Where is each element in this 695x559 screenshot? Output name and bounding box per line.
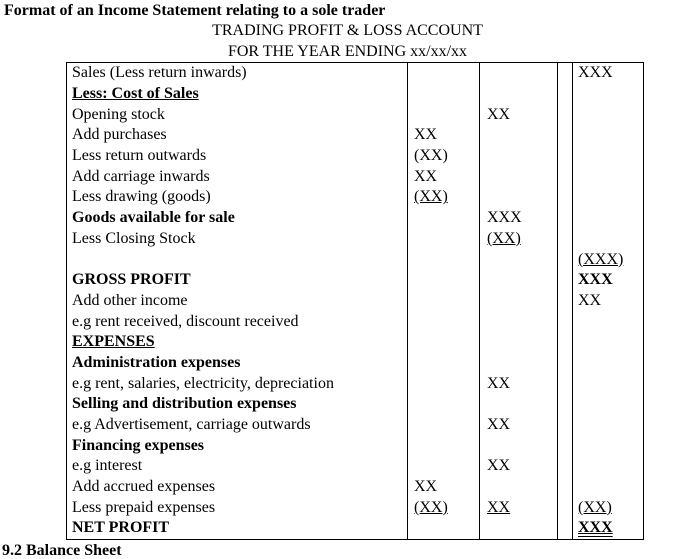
col2-value: [480, 394, 558, 415]
row-label: NET PROFIT: [67, 518, 408, 539]
row-label: Sales (Less return inwards): [67, 63, 408, 84]
gap-cell: [558, 394, 573, 415]
col1-value: [408, 63, 480, 84]
table-row: [67, 311, 644, 332]
gap-cell: [558, 208, 573, 229]
col2-value: [480, 63, 558, 84]
col1-value: [408, 353, 480, 374]
col2-value: [480, 84, 558, 105]
col1-value: [408, 311, 480, 332]
col2-value: [480, 249, 558, 270]
col3-value: [573, 125, 644, 146]
col2-value: [480, 353, 558, 374]
col2-value: XX: [480, 497, 558, 518]
row-label: Goods available for sale: [67, 208, 408, 229]
gap-cell: [558, 477, 573, 498]
row-label: Less Closing Stock: [67, 229, 408, 250]
col2-value: XX: [480, 373, 558, 394]
col2-value: [480, 332, 558, 353]
row-label: [67, 249, 408, 270]
col1-value: [408, 270, 480, 291]
gap-cell: [558, 518, 573, 539]
table-row: [67, 332, 644, 353]
col1-value: [408, 208, 480, 229]
col3-value: [573, 456, 644, 477]
row-label: Less prepaid expenses: [67, 497, 408, 518]
col3-value: XXX: [573, 270, 644, 291]
col2-value: (XX): [480, 229, 558, 250]
col1-value: [408, 518, 480, 539]
row-label: Selling and distribution expenses: [67, 394, 408, 415]
table-row: [67, 394, 644, 415]
gap-cell: [558, 270, 573, 291]
col1-value: [408, 249, 480, 270]
gap-cell: [558, 373, 573, 394]
col3-value: [573, 477, 644, 498]
col1-value: (XX): [408, 146, 480, 167]
col3-value: [573, 394, 644, 415]
col2-value: [480, 166, 558, 187]
gap-cell: [558, 497, 573, 518]
table-row: [67, 373, 644, 394]
table-row: [67, 63, 644, 84]
col2-value: [480, 125, 558, 146]
row-label: EXPENSES: [67, 332, 408, 353]
row-label: e.g rent received, discount received: [67, 311, 408, 332]
table-row: [67, 291, 644, 312]
gap-cell: [558, 146, 573, 167]
col1-value: [408, 456, 480, 477]
gap-cell: [558, 125, 573, 146]
income-statement-table: [66, 62, 644, 540]
gap-cell: [558, 229, 573, 250]
row-label: Add other income: [67, 291, 408, 312]
col2-value: XX: [480, 104, 558, 125]
col2-value: [480, 311, 558, 332]
col2-value: XX: [480, 456, 558, 477]
statement-period: FOR THE YEAR ENDING xx/xx/xx: [227, 43, 468, 60]
gap-cell: [558, 415, 573, 436]
col2-value: [480, 187, 558, 208]
col1-value: [408, 229, 480, 250]
col1-value: [408, 394, 480, 415]
table-row: [67, 456, 644, 477]
row-label: Less return outwards: [67, 146, 408, 167]
next-section-heading: 9.2 Balance Sheet: [2, 542, 122, 559]
col3-value: [573, 415, 644, 436]
table-row: [67, 270, 644, 291]
table-row: [67, 146, 644, 167]
col2-value: [480, 435, 558, 456]
gap-cell: [558, 63, 573, 84]
col3-value: [573, 166, 644, 187]
table-row: [67, 518, 644, 539]
col1-value: [408, 373, 480, 394]
col1-value: XX: [408, 125, 480, 146]
col3-value: [573, 208, 644, 229]
gap-cell: [558, 249, 573, 270]
col2-value: [480, 146, 558, 167]
col3-value: XX: [573, 291, 644, 312]
col1-value: [408, 415, 480, 436]
table-row: [67, 415, 644, 436]
row-label: Add purchases: [67, 125, 408, 146]
col3-value: XXX: [573, 63, 644, 84]
gap-cell: [558, 435, 573, 456]
row-label: Less drawing (goods): [67, 187, 408, 208]
col1-value: XX: [408, 477, 480, 498]
row-label: GROSS PROFIT: [67, 270, 408, 291]
table-row: [67, 477, 644, 498]
col3-value: (XXX): [573, 249, 644, 270]
table-row: [67, 187, 644, 208]
col3-value: [573, 187, 644, 208]
gap-cell: [558, 104, 573, 125]
col1-value: [408, 84, 480, 105]
table-row: [67, 435, 644, 456]
row-label: Administration expenses: [67, 353, 408, 374]
col3-value: [573, 373, 644, 394]
col2-value: XXX: [480, 208, 558, 229]
document-heading: Format of an Income Statement relating to a sole trader: [4, 2, 386, 19]
gap-cell: [558, 187, 573, 208]
col2-value: XX: [480, 415, 558, 436]
table-row: [67, 84, 644, 105]
col3-value: (XX): [573, 497, 644, 518]
row-label: e.g interest: [67, 456, 408, 477]
col3-value: [573, 84, 644, 105]
table-row: [67, 125, 644, 146]
statement-title: TRADING PROFIT & LOSS ACCOUNT: [212, 22, 483, 39]
col1-value: [408, 291, 480, 312]
col3-value: XXX: [573, 518, 644, 539]
col1-value: (XX): [408, 497, 480, 518]
table-row: [67, 353, 644, 374]
row-label: e.g rent, salaries, electricity, depreciation: [67, 373, 408, 394]
gap-cell: [558, 311, 573, 332]
gap-cell: [558, 332, 573, 353]
row-label: Less: Cost of Sales: [67, 84, 408, 105]
col1-value: [408, 332, 480, 353]
col1-value: (XX): [408, 187, 480, 208]
gap-cell: [558, 166, 573, 187]
col2-value: [480, 270, 558, 291]
table-row: [67, 166, 644, 187]
col1-value: [408, 435, 480, 456]
col2-value: [480, 291, 558, 312]
row-label: Opening stock: [67, 104, 408, 125]
gap-cell: [558, 291, 573, 312]
gap-cell: [558, 353, 573, 374]
row-label: Add accrued expenses: [67, 477, 408, 498]
row-label: e.g Advertisement, carriage outwards: [67, 415, 408, 436]
col1-value: XX: [408, 166, 480, 187]
col3-value: [573, 229, 644, 250]
col3-value: [573, 353, 644, 374]
col3-value: [573, 104, 644, 125]
table-row: [67, 208, 644, 229]
col3-value: [573, 332, 644, 353]
table-row: [67, 104, 644, 125]
col3-value: [573, 146, 644, 167]
col2-value: [480, 477, 558, 498]
col1-value: [408, 104, 480, 125]
col3-value: [573, 311, 644, 332]
gap-cell: [558, 456, 573, 477]
col2-value: [480, 518, 558, 539]
table-row: [67, 497, 644, 518]
table-row: [67, 229, 644, 250]
row-label: Add carriage inwards: [67, 166, 408, 187]
table-row: [67, 249, 644, 270]
gap-cell: [558, 84, 573, 105]
col3-value: [573, 435, 644, 456]
row-label: Financing expenses: [67, 435, 408, 456]
